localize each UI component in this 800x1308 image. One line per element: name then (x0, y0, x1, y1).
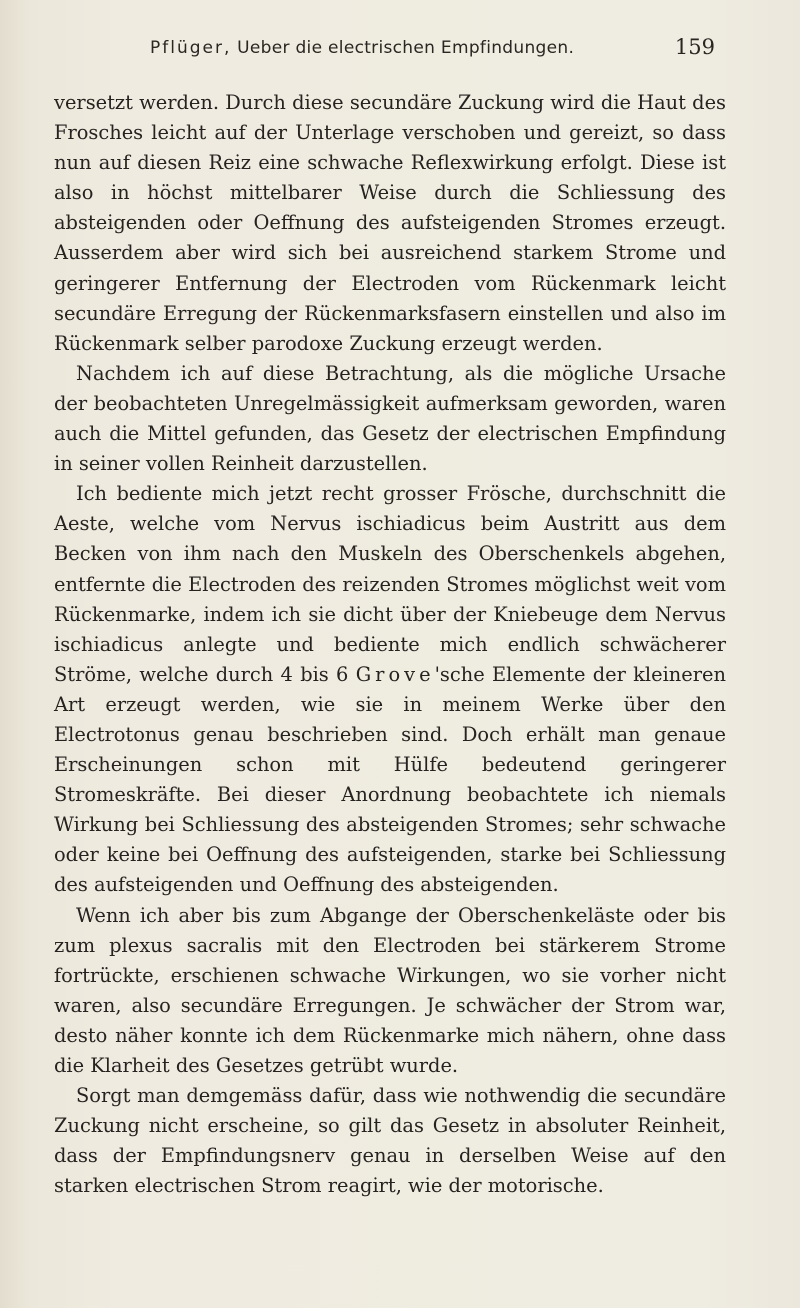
header-title: Ueber die electrischen Empfindungen. (237, 38, 575, 58)
page-number: 159 (674, 35, 715, 59)
paragraph-1-text: versetzt werden. Durch diese secundäre Zuckung wird die Haut des Frosches leicht auf der Unterlage verschoben und gereizt, so dass nun auf diesen Reiz eine schwache Reflexwirkung erfolgt. Diese ist also in höchst mittelbarer Weise durch die Schliessung des absteigenden oder Oeffnung des aufsteigenden Stromes erzeugt. Ausserdem aber wird sich bei ausreichend starkem Strome und geringerer Entfernung der Electroden vom Rückenmark leicht secundäre Erregung der Rückenmarksfasern einstellen und also im Rückenmark selber parodoxe Zuckung erzeugt werden. (54, 91, 726, 355)
paragraph-3-text-b: 'sche Elemente der kleineren Art erzeugt werden, wie sie in meinem Werke über den Electrotonus genau beschrieben sind. Doch erhält man genaue Erscheinungen schon mit Hülfe bedeutend geringerer Stromeskräfte. Bei dieser Anordnung beobachtete ich niemals Wirkung bei Schliessung des absteigenden Stromes; sehr schwache oder keine bei Oeffnung des aufsteigenden, starke bei Schliessung des aufsteigenden und Oeffnung des absteigenden. (54, 662, 726, 897)
running-head (150, 38, 574, 58)
running-header (150, 35, 715, 68)
paragraph-3 (54, 479, 726, 900)
paragraph-4-text: Wenn ich aber bis zum Abgange der Oberschenkeläste oder bis zum plexus sacralis mit den Electroden bei stärkerem Strome fortrückte, erschienen schwache Wirkungen, wo sie vorher nicht waren, also secundäre Erregungen. Je schwächer der Strom war, desto näher konnte ich dem Rückenmarke mich nähern, ohne dass die Klarheit des Gesetzes getrübt wurde. (54, 903, 726, 1077)
paragraph-1 (54, 88, 726, 359)
paragraph-2 (54, 359, 726, 479)
paragraph-5-text: Sorgt man demgemäss dafür, dass wie nothwendig die secundäre Zuckung nicht erscheine, so gilt das Gesetz in absoluter Reinheit, dass der Empfindungsnerv genau in derselben Weise auf den starken electrischen Strom reagirt, wie der motorische. (54, 1084, 726, 1198)
header-author: Pflüger, (150, 38, 232, 58)
paragraph-2-text: Nachdem ich auf diese Betrachtung, als die mögliche Ursache der beobachteten Unregelmässigkeit aufmerksam geworden, waren auch die Mittel gefunden, das Gesetz der electrischen Empfindung in seiner vollen Reinheit darzustellen. (54, 361, 726, 476)
paragraph-4 (54, 901, 726, 1082)
paragraph-3-text-a: Ich bediente mich jetzt recht grosser Frösche, durchschnitt die Aeste, welche vom Nervus ischiadicus beim Austritt aus dem Becken von ihm nach den Muskeln des Oberschenkels abgehen, entfernte die Electroden des reizenden Stromes möglichst weit vom Rückenmarke, indem ich sie dicht über der Kniebeuge dem Nervus ischiadicus anlegte und bediente mich endlich schwächerer Ströme, welche durch 4 bis 6 (54, 482, 726, 686)
body-text (54, 88, 726, 1201)
paragraph-5 (54, 1081, 726, 1201)
grove-name: Grove (355, 662, 435, 686)
